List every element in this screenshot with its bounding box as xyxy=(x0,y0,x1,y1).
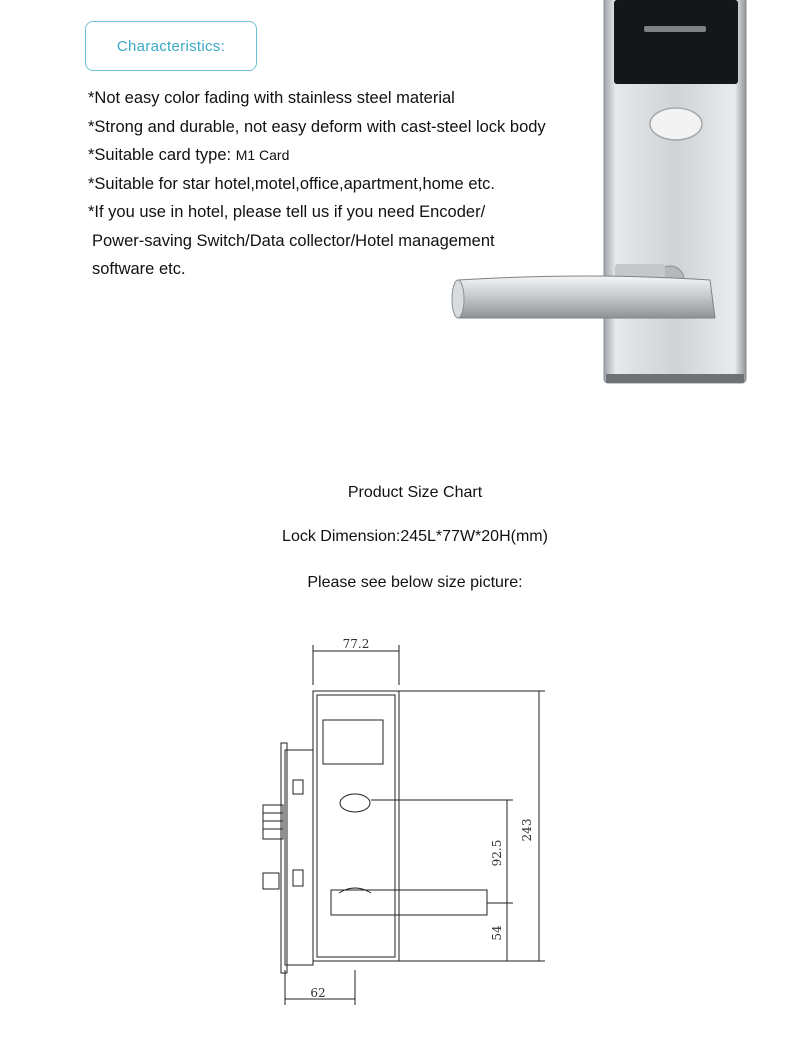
handle-dimension-label: 54 xyxy=(490,925,504,941)
feature-text: software etc. xyxy=(92,260,186,278)
characteristics-badge-label: Characteristics: xyxy=(116,37,226,55)
card-type-value: M1 Card xyxy=(235,147,290,163)
feature-text: Power-saving Switch/Data collector/Hotel management xyxy=(92,231,495,250)
characteristics-badge xyxy=(85,21,257,71)
size-chart-title: Product Size Chart xyxy=(347,484,483,501)
size-picture-note: Please see below size picture: xyxy=(307,574,523,591)
height-dimension-label: 243 xyxy=(520,818,534,842)
sensor-dimension-label: 92.5 xyxy=(490,839,504,867)
feature-text: *Suitable for star hotel,motel,office,apartment,home etc. xyxy=(88,174,495,193)
lock-product-image xyxy=(440,0,770,395)
depth-dimension-label: 62 xyxy=(310,986,326,1000)
feature-text: *Suitable card type: xyxy=(88,146,232,164)
width-dimension-label: 77.2 xyxy=(342,637,370,651)
feature-text: *If you use in hotel, please tell us if you need Encoder/ xyxy=(88,203,486,221)
feature-text: *Strong and durable, not easy deform with cast-steel lock body xyxy=(88,117,546,136)
lock-dimension-text: Lock Dimension:245L*77W*20H(mm) xyxy=(282,528,548,545)
size-dimension-drawing xyxy=(255,625,575,1015)
feature-text: *Not easy color fading with stainless steel material xyxy=(88,89,455,107)
